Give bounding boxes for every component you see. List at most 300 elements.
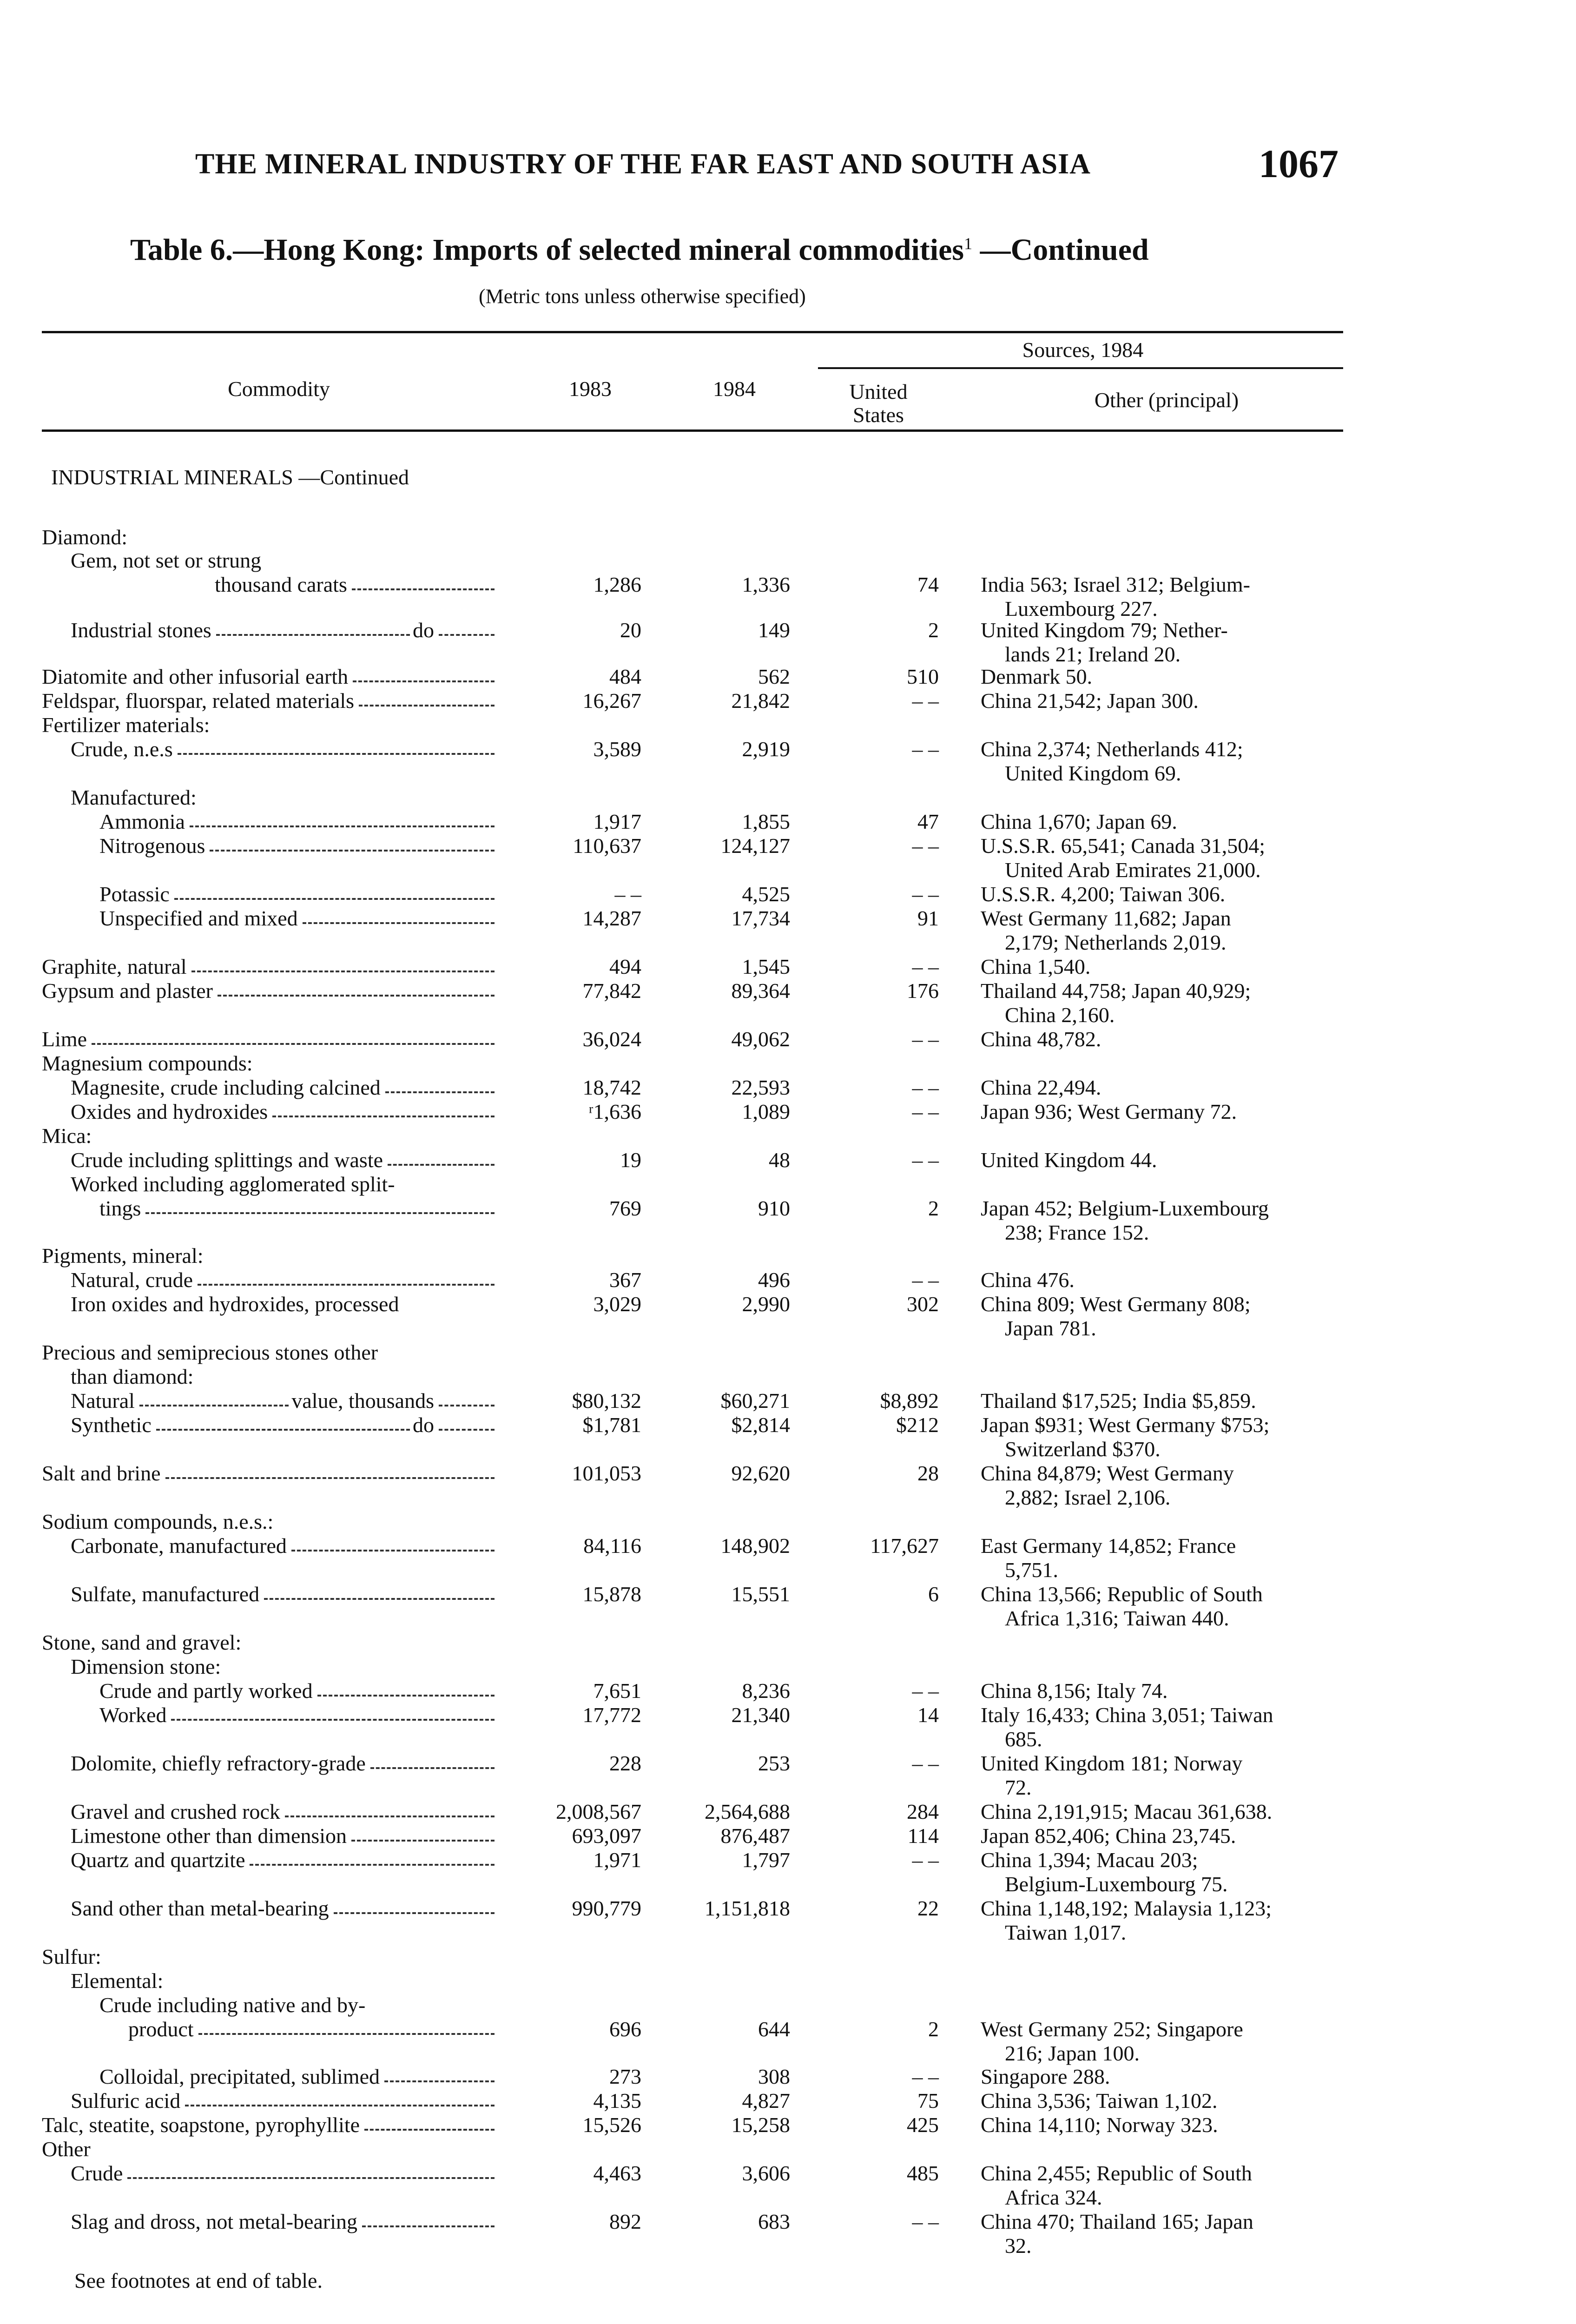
commodity-cell: [42, 1124, 497, 1148]
value-united-states: 28: [917, 1461, 939, 1485]
other-sources: [981, 1196, 1348, 1245]
footnote-reference: See footnotes at end of table.: [74, 2269, 323, 2292]
commodity-label: [42, 1969, 497, 1993]
commodity-cell: [42, 1969, 497, 1993]
commodity-label: [42, 1196, 497, 1221]
commodity-label: [42, 1244, 497, 1268]
other-sources: [981, 665, 1348, 689]
commodity-label: [42, 810, 497, 834]
value-1984: 683: [758, 2210, 790, 2233]
dot-leader: [334, 1896, 495, 1914]
value-1983: 228: [609, 1751, 641, 1775]
commodity-text: Mica:: [42, 1124, 92, 1148]
value-united-states: – –: [912, 1100, 939, 1123]
running-head: THE MINERAL INDUSTRY OF THE FAR EAST AND SOUTH ASIA: [195, 148, 1091, 180]
value-1984: 124,127: [720, 834, 790, 858]
other-sources: [981, 1703, 1348, 1751]
other-sources: [981, 573, 1348, 621]
other-sources: [981, 834, 1348, 882]
commodity-text: Other: [42, 2137, 91, 2161]
commodity-text: Sulfate, manufactured: [71, 1582, 260, 1606]
dot-leader: [317, 1679, 495, 1697]
other-sources-line: China 476.: [981, 1268, 1075, 1292]
value-united-states: 176: [907, 979, 939, 1003]
value-1983: 18,742: [582, 1076, 641, 1099]
other-sources-line: East Germany 14,852; France: [981, 1534, 1236, 1558]
commodity-cell: [42, 1510, 497, 1534]
commodity-text: Iron oxides and hydroxides, processed: [71, 1292, 399, 1316]
commodity-text: Colloidal, precipitated, sublimed: [99, 2065, 380, 2088]
header-1983: 1983: [569, 377, 612, 401]
value-1984: 15,551: [731, 1582, 790, 1606]
value-1983: 19: [620, 1148, 641, 1172]
value-1983: 892: [609, 2210, 641, 2233]
commodity-label: [42, 786, 497, 810]
commodity-text: Dimension stone:: [71, 1655, 221, 1678]
value-1983: 4,463: [593, 2161, 641, 2185]
commodity-label: [42, 1340, 497, 1365]
commodity-cell: [42, 1993, 497, 2041]
commodity-label: [42, 1582, 497, 1606]
commodity-label: [42, 882, 497, 906]
value-united-states: – –: [912, 882, 939, 906]
dot-leader: [190, 810, 495, 827]
value-united-states: $8,892: [880, 1389, 939, 1413]
commodity-text: Crude including splittings and waste: [71, 1148, 383, 1172]
commodity-label: [42, 2161, 497, 2185]
other-sources-line: United Kingdom 44.: [981, 1148, 1157, 1172]
commodity-text: Crude, n.e.s: [71, 737, 173, 761]
commodity-cell: [42, 786, 497, 810]
value-1984: 21,340: [731, 1703, 790, 1727]
commodity-cell: [42, 1172, 497, 1221]
commodity-text: Magnesium compounds:: [42, 1051, 253, 1075]
commodity-text: Dolomite, chiefly refractory-grade: [71, 1751, 366, 1775]
other-sources-line: China 22,494.: [981, 1076, 1101, 1099]
other-sources-line: United Kingdom 181; Norway: [981, 1751, 1243, 1775]
value-1984: 149: [758, 618, 790, 642]
other-sources-line: Japan 452; Belgium-Luxembourg: [981, 1196, 1269, 1220]
value-united-states: – –: [912, 1751, 939, 1775]
value-1983: 20: [620, 618, 641, 642]
table-title: [130, 232, 1246, 268]
commodity-cell: [42, 882, 497, 906]
value-1983: 769: [609, 1196, 641, 1220]
commodity-cell: [42, 1679, 497, 1703]
commodity-cell: [42, 1945, 497, 1969]
other-sources-line: China 2,160.: [1005, 1003, 1115, 1027]
other-sources: [981, 1679, 1348, 1703]
header-states: States: [853, 403, 904, 427]
commodity-cell: [42, 2113, 497, 2137]
commodity-text: Sand other than metal-bearing: [71, 1896, 329, 1920]
commodity-label: [42, 1124, 497, 1148]
commodity-label: [42, 689, 497, 713]
commodity-label: [42, 548, 497, 573]
value-1984: 1,797: [742, 1848, 790, 1872]
value-1984: 1,151,818: [705, 1896, 790, 1920]
commodity-cell: [42, 525, 497, 549]
other-sources-line: China 809; West Germany 808;: [981, 1292, 1251, 1316]
commodity-text: Quartz and quartzite: [71, 1848, 245, 1872]
value-1983: 990,779: [572, 1896, 641, 1920]
commodity-text: Salt and brine: [42, 1461, 161, 1485]
commodity-cell: [42, 1340, 497, 1389]
other-sources-line: 238; France 152.: [1005, 1221, 1149, 1244]
other-sources: [981, 2017, 1348, 2066]
header-united-states: [823, 380, 934, 427]
dot-leader: [303, 906, 495, 924]
value-united-states: – –: [912, 1848, 939, 1872]
other-sources-line: 32.: [1005, 2234, 1032, 2258]
value-united-states: – –: [912, 1679, 939, 1703]
value-1984: 8,236: [742, 1679, 790, 1703]
commodity-cell: [42, 1148, 497, 1172]
value-1983: 15,878: [582, 1582, 641, 1606]
commodity-text: Gypsum and plaster: [42, 979, 213, 1003]
commodity-cell: [42, 1100, 497, 1124]
value-1983: 693,097: [572, 1824, 641, 1848]
other-sources: [981, 1800, 1348, 1824]
header-sources-1984: Sources, 1984: [1022, 338, 1144, 362]
dot-leader: [385, 1076, 495, 1093]
commodity-text: Limestone other than dimension: [71, 1824, 347, 1848]
value-united-states: 425: [907, 2113, 939, 2137]
dot-leader: [216, 618, 410, 636]
other-sources-line: China 8,156; Italy 74.: [981, 1679, 1168, 1703]
other-sources-line: Africa 1,316; Taiwan 440.: [1005, 1606, 1229, 1630]
commodity-text: Manufactured:: [71, 786, 197, 809]
commodity-label: [42, 1076, 497, 1100]
other-sources: [981, 955, 1348, 979]
other-sources-line: Japan 852,406; China 23,745.: [981, 1824, 1236, 1848]
other-sources-line: Switzerland $370.: [1005, 1437, 1161, 1461]
dot-leader: [370, 1751, 495, 1769]
other-sources: [981, 1848, 1348, 1896]
dot-leader: [185, 2089, 495, 2106]
commodity-label: [42, 1534, 497, 1558]
dot-leader: [171, 1703, 495, 1721]
other-sources: [981, 2161, 1348, 2210]
other-sources-line: China 1,670; Japan 69.: [981, 810, 1177, 833]
value-united-states: – –: [912, 737, 939, 761]
commodity-label: [42, 525, 497, 549]
commodity-text: Worked: [99, 1703, 167, 1727]
dot-leader: [210, 834, 495, 852]
other-sources: [981, 2210, 1348, 2258]
value-1984: 2,919: [742, 737, 790, 761]
commodity-text: Synthetic: [71, 1413, 152, 1437]
commodity-label: [42, 1631, 497, 1655]
dot-leader: [352, 573, 495, 590]
other-sources-line: lands 21; Ireland 20.: [1005, 642, 1181, 666]
other-sources-line: Thailand 44,758; Japan 40,929;: [981, 979, 1251, 1003]
other-sources: [981, 1582, 1348, 1631]
other-sources-line: United Kingdom 69.: [1005, 761, 1181, 785]
other-sources-line: Japan 936; West Germany 72.: [981, 1100, 1237, 1123]
section-heading: INDUSTRIAL MINERALS —Continued: [51, 465, 409, 489]
commodity-text: Crude: [71, 2161, 123, 2185]
commodity-label: [42, 1148, 497, 1172]
commodity-text: Precious and semiprecious stones other: [42, 1340, 378, 1364]
title-footnote-marker: 1: [964, 234, 973, 253]
other-sources: [981, 737, 1348, 786]
commodity-text: Potassic: [99, 882, 170, 906]
value-united-states: $212: [896, 1413, 939, 1437]
dot-leader: [353, 665, 495, 682]
value-1983: ʳ1,636: [588, 1100, 641, 1123]
other-sources-line: United Kingdom 79; Nether-: [981, 618, 1228, 642]
value-united-states: 510: [907, 665, 939, 688]
dot-leader: [362, 2210, 495, 2227]
value-united-states: 114: [907, 1824, 939, 1848]
value-1984: 308: [758, 2065, 790, 2088]
other-sources: [981, 618, 1348, 667]
commodity-label: [42, 665, 497, 689]
dot-leader: [250, 1848, 495, 1866]
value-united-states: – –: [912, 1076, 939, 1099]
dot-leader: [139, 1389, 289, 1406]
value-1984: 2,990: [742, 1292, 790, 1316]
other-sources-line: Africa 324.: [1005, 2185, 1102, 2209]
value-1983: 3,589: [593, 737, 641, 761]
value-united-states: – –: [912, 1027, 939, 1051]
value-1984: 562: [758, 665, 790, 688]
commodity-cell: [42, 618, 497, 642]
other-sources-line: China 48,782.: [981, 1027, 1101, 1051]
commodity-text: tings: [99, 1196, 141, 1220]
value-1984: 4,827: [742, 2089, 790, 2113]
unit-label: do: [413, 618, 434, 642]
value-united-states: 485: [907, 2161, 939, 2185]
value-1984: $2,814: [731, 1413, 790, 1437]
sources-rule: [818, 367, 1343, 369]
commodity-cell: [42, 1631, 497, 1655]
commodity-text: Talc, steatite, soapstone, pyrophyllite: [42, 2113, 360, 2137]
dot-leader: [156, 1413, 410, 1431]
commodity-cell: [42, 2065, 497, 2089]
other-sources: [981, 906, 1348, 955]
other-sources: [981, 1100, 1348, 1124]
other-sources: [981, 1413, 1348, 1461]
commodity-cell: [42, 1534, 497, 1558]
value-united-states: 2: [928, 1196, 939, 1220]
commodity-cell: [42, 2089, 497, 2113]
commodity-text: Worked including agglomerated split-: [71, 1172, 395, 1196]
commodity-cell: [42, 955, 497, 979]
other-sources: [981, 2089, 1348, 2113]
commodity-label: [42, 1655, 497, 1679]
other-sources-line: U.S.S.R. 65,541; Canada 31,504;: [981, 834, 1266, 858]
commodity-text: Carbonate, manufactured: [71, 1534, 287, 1558]
table-top-rule: [42, 331, 1343, 333]
commodity-text: Lime: [42, 1027, 87, 1051]
commodity-cell: [42, 1751, 497, 1776]
value-1984: 49,062: [731, 1027, 790, 1051]
dot-leader: [198, 2017, 495, 2035]
value-1983: 484: [609, 665, 641, 688]
other-sources: [981, 979, 1348, 1027]
commodity-cell: [42, 548, 497, 597]
other-sources-line: China 2,455; Republic of South: [981, 2161, 1252, 2185]
value-united-states: 91: [917, 906, 939, 930]
dot-leader: [178, 737, 495, 755]
dot-leader: [198, 1268, 495, 1286]
dot-leader: [351, 1824, 495, 1842]
commodity-text: than diamond:: [71, 1365, 194, 1388]
other-sources: [981, 1824, 1348, 1848]
commodity-text: Oxides and hydroxides: [71, 1100, 268, 1123]
other-sources-line: 2,179; Netherlands 2,019.: [1005, 931, 1227, 954]
commodity-cell: [42, 979, 497, 1003]
commodity-cell: [42, 834, 497, 858]
commodity-cell: [42, 1461, 497, 1486]
value-1984: 15,258: [731, 2113, 790, 2137]
commodity-cell: [42, 1076, 497, 1100]
other-sources-line: Japan 781.: [1005, 1316, 1096, 1340]
commodity-text: Crude and partly worked: [99, 1679, 313, 1703]
dot-leader: [127, 2161, 495, 2179]
header-united: United: [849, 380, 908, 403]
commodity-cell: [42, 810, 497, 834]
header-other-principal: Other (principal): [1094, 388, 1239, 412]
value-1983: 2,008,567: [556, 1800, 641, 1823]
commodity-label: [42, 1751, 497, 1776]
commodity-label: [42, 1510, 497, 1534]
commodity-cell: [42, 1268, 497, 1292]
commodity-label: [42, 1945, 497, 1969]
commodity-label: [42, 906, 497, 931]
other-sources-line: West Germany 252; Singapore: [981, 2017, 1243, 2041]
other-sources-line: Italy 16,433; China 3,051; Taiwan: [981, 1703, 1273, 1727]
table-title-continued: —Continued: [972, 233, 1149, 267]
value-1983: $80,132: [572, 1389, 641, 1413]
value-1983: 1,286: [593, 573, 641, 596]
other-sources: [981, 2065, 1348, 2089]
dot-leader: [439, 618, 495, 636]
commodity-label: [42, 2017, 497, 2041]
value-1984: 2,564,688: [705, 1800, 790, 1823]
value-1984: 910: [758, 1196, 790, 1220]
commodity-label: [42, 955, 497, 979]
value-1983: 17,772: [582, 1703, 641, 1727]
value-1983: 14,287: [582, 906, 641, 930]
value-1983: 101,053: [572, 1461, 641, 1485]
value-1984: 22,593: [731, 1076, 790, 1099]
commodity-label: [42, 1051, 497, 1076]
value-1984: 1,545: [742, 955, 790, 978]
value-united-states: 22: [917, 1896, 939, 1920]
commodity-label: [42, 2089, 497, 2113]
other-sources-line: U.S.S.R. 4,200; Taiwan 306.: [981, 882, 1226, 906]
value-united-states: 302: [907, 1292, 939, 1316]
value-united-states: 2: [928, 2017, 939, 2041]
commodity-label: [42, 979, 497, 1003]
dot-leader: [388, 1148, 495, 1166]
value-1984: 89,364: [731, 979, 790, 1003]
commodity-label: [42, 1027, 497, 1051]
commodity-text: Slag and dross, not metal-bearing: [71, 2210, 358, 2233]
other-sources-line: China 1,394; Macau 203;: [981, 1848, 1198, 1872]
commodity-cell: [42, 2161, 497, 2185]
value-united-states: – –: [912, 1268, 939, 1292]
commodity-cell: [42, 2137, 497, 2161]
other-sources: [981, 882, 1348, 906]
value-1983: 36,024: [582, 1027, 641, 1051]
other-sources: [981, 2113, 1348, 2137]
dot-leader: [359, 689, 495, 706]
other-sources-line: West Germany 11,682; Japan: [981, 906, 1231, 930]
other-sources-line: China 1,148,192; Malaysia 1,123;: [981, 1896, 1272, 1920]
value-1983: $1,781: [582, 1413, 641, 1437]
other-sources-line: China 1,540.: [981, 955, 1091, 978]
other-sources-line: 5,751.: [1005, 1558, 1058, 1582]
commodity-label: [42, 1848, 497, 1872]
commodity-text: product: [128, 2017, 194, 2041]
commodity-label: [42, 713, 497, 737]
commodity-label: [42, 573, 497, 597]
other-sources-line: China 13,566; Republic of South: [981, 1582, 1263, 1606]
commodity-text: Diatomite and other infusorial earth: [42, 665, 349, 688]
dot-leader: [384, 2065, 495, 2082]
table-title-text: Table 6.—Hong Kong: Imports of selected mineral commodities: [130, 233, 964, 267]
commodity-cell: [42, 665, 497, 689]
commodity-label: [42, 1703, 497, 1727]
value-1984: 148,902: [720, 1534, 790, 1558]
value-1984: 253: [758, 1751, 790, 1775]
dot-leader: [439, 1389, 495, 1406]
other-sources-line: Thailand $17,525; India $5,859.: [981, 1389, 1256, 1413]
commodity-cell: [42, 1655, 497, 1679]
commodity-label: [42, 2137, 497, 2161]
other-sources-line: 72.: [1005, 1776, 1032, 1799]
other-sources-line: 216; Japan 100.: [1005, 2041, 1140, 2065]
commodity-text: Graphite, natural: [42, 955, 187, 978]
value-1984: 21,842: [731, 689, 790, 713]
commodity-text: Feldspar, fluorspar, related materials: [42, 689, 355, 713]
other-sources: [981, 689, 1348, 713]
value-1984: 644: [758, 2017, 790, 2041]
dot-leader: [191, 955, 495, 972]
other-sources: [981, 1292, 1348, 1340]
value-1983: 1,917: [593, 810, 641, 833]
value-1983: 77,842: [582, 979, 641, 1003]
other-sources: [981, 1896, 1348, 1945]
commodity-label: [42, 1993, 497, 2017]
value-united-states: 75: [917, 2089, 939, 2113]
other-sources-line: China 2,191,915; Macau 361,638.: [981, 1800, 1273, 1823]
value-united-states: – –: [912, 1148, 939, 1172]
other-sources-line: 2,882; Israel 2,106.: [1005, 1486, 1171, 1509]
other-sources-line: China 84,879; West Germany: [981, 1461, 1234, 1485]
dot-leader: [264, 1582, 495, 1600]
commodity-label: [42, 1172, 497, 1196]
commodity-label: [42, 1100, 497, 1124]
commodity-text: Sulfuric acid: [71, 2089, 181, 2113]
commodity-label: [42, 1389, 497, 1413]
commodity-label: [42, 1896, 497, 1921]
value-united-states: 117,627: [870, 1534, 939, 1558]
other-sources: [981, 1027, 1348, 1051]
commodity-text: Diamond:: [42, 525, 127, 549]
commodity-cell: [42, 1703, 497, 1727]
commodity-cell: [42, 1051, 497, 1076]
other-sources-line: Taiwan 1,017.: [1005, 1921, 1127, 1944]
dot-leader: [218, 979, 495, 997]
value-united-states: 47: [917, 810, 939, 833]
other-sources: [981, 1461, 1348, 1510]
commodity-label: [42, 1268, 497, 1292]
